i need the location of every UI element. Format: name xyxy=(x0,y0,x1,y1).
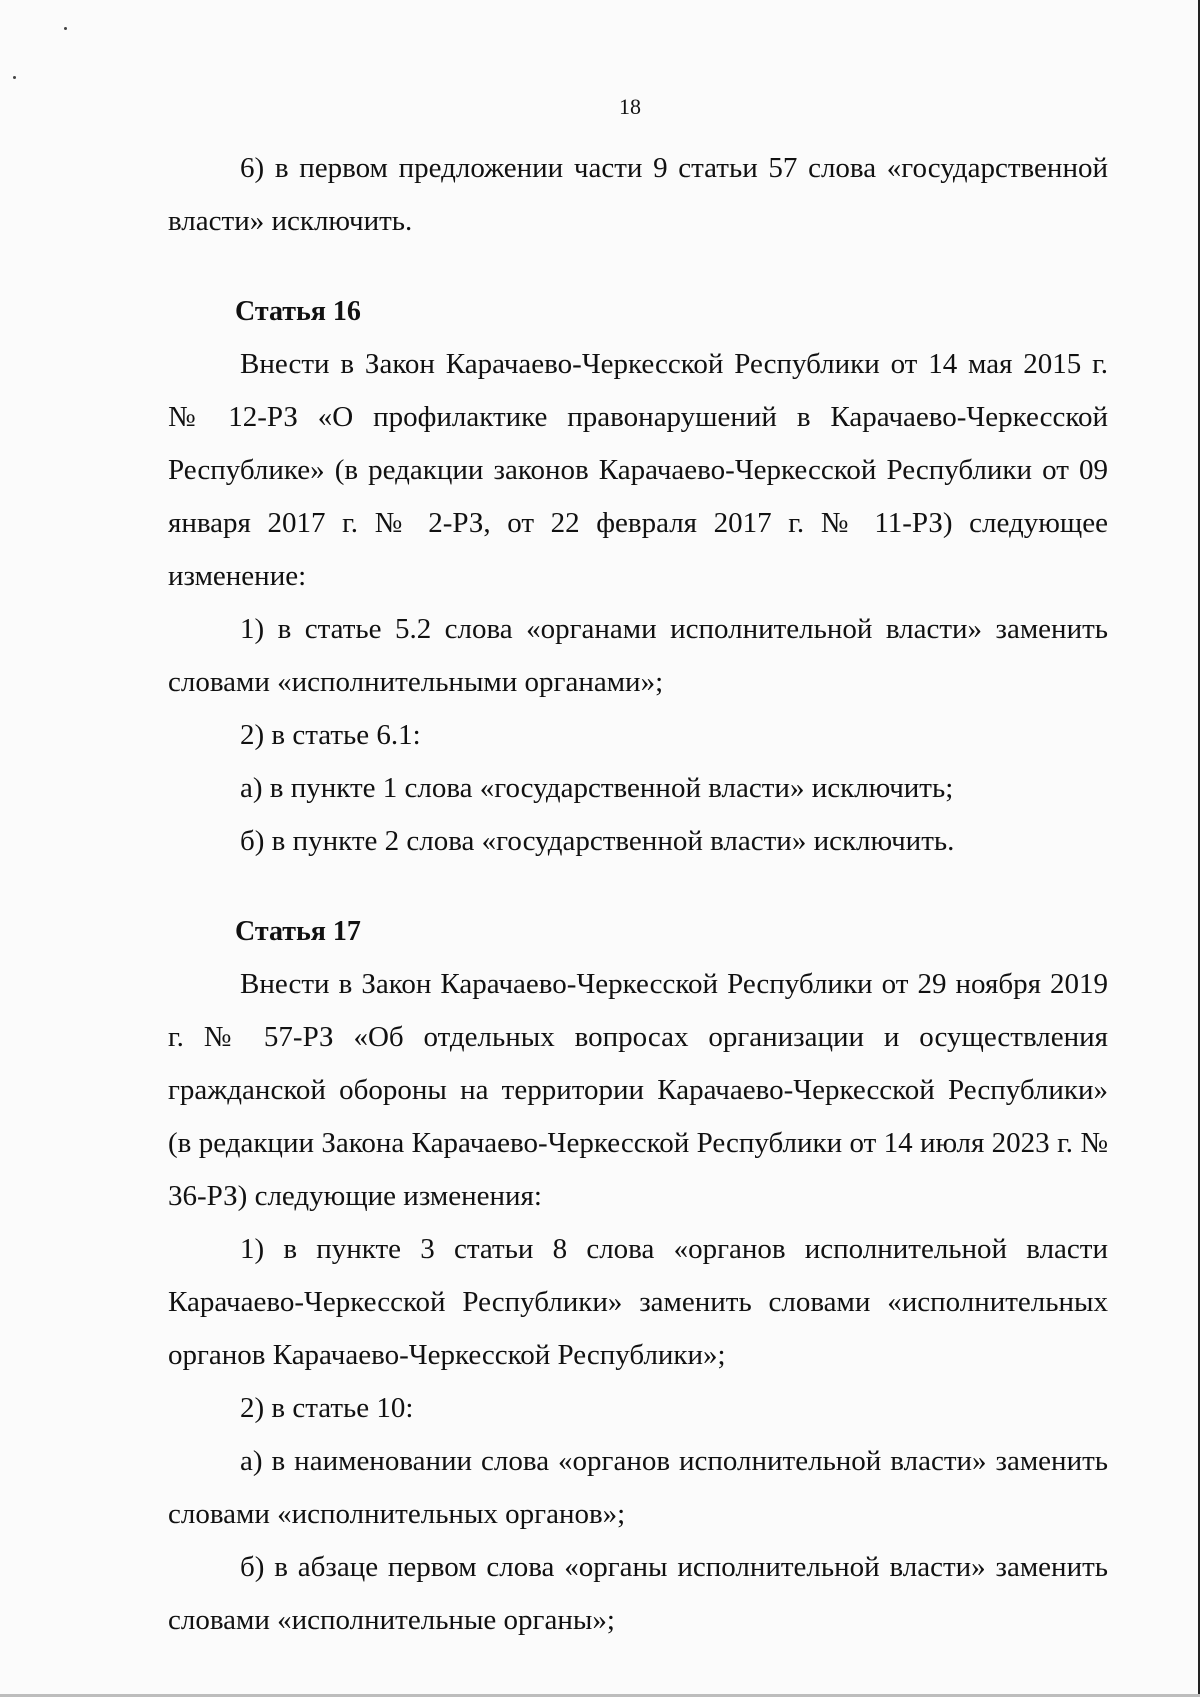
article-17-item-2: 2) в статье 10: xyxy=(240,1392,414,1424)
article-17-intro: Внести в Закон Карачаево-Черкесской Республики от 29 ноября 2019 г. № 57-РЗ «Об отдельных вопросах организации и осуществления гражданской обороны на территории Карачаево-Черкесской Республики» (в редакции Закона Карачаево-Черкесской Республики от 14 июля 2023 г. № 36-РЗ) следующие изменения: xyxy=(168,968,1108,1212)
scan-speck xyxy=(13,76,16,79)
article-16-item-2: 2) в статье 6.1: xyxy=(240,719,421,751)
scan-speck xyxy=(64,27,67,30)
article-17-item-1: 1) в пункте 3 статьи 8 слова «органов исполнительной власти Карачаево-Черкесской Республики» заменить словами «исполнительных органов Карачаево-Черкесской Республики»; xyxy=(168,1233,1108,1371)
document-body xyxy=(168,142,1108,1647)
paragraph-6-clause: 6) в первом предложении части 9 статьи 57 слова «государственной власти» исключить. xyxy=(168,152,1108,237)
article-16-item-2a: а) в пункте 1 слова «государственной власти» исключить; xyxy=(240,772,954,804)
article-16-item-2b: б) в пункте 2 слова «государственной власти» исключить. xyxy=(240,825,955,857)
article-17-heading: Статья 17 xyxy=(235,916,361,947)
article-16-heading: Статья 16 xyxy=(235,296,361,327)
article-17-item-2b: б) в абзаце первом слова «органы исполнительной власти» заменить словами «исполнительные органы»; xyxy=(168,1551,1108,1636)
article-16-item-1: 1) в статье 5.2 слова «органами исполнительной власти» заменить словами «исполнительными органами»; xyxy=(168,613,1108,698)
article-16-intro: Внести в Закон Карачаево-Черкесской Республики от 14 мая 2015 г. № 12-РЗ «О профилактике правонарушений в Карачаево-Черкесской Республике» (в редакции законов Карачаево-Черкесской Республики от 09 января 2017 г. № 2-РЗ, от 22 февраля 2017 г. № 11-РЗ) следующее изменение: xyxy=(168,348,1108,592)
page-number: 18 xyxy=(619,94,641,119)
article-17-item-2a: а) в наименовании слова «органов исполнительной власти» заменить словами «исполнительных органов»; xyxy=(168,1445,1108,1530)
